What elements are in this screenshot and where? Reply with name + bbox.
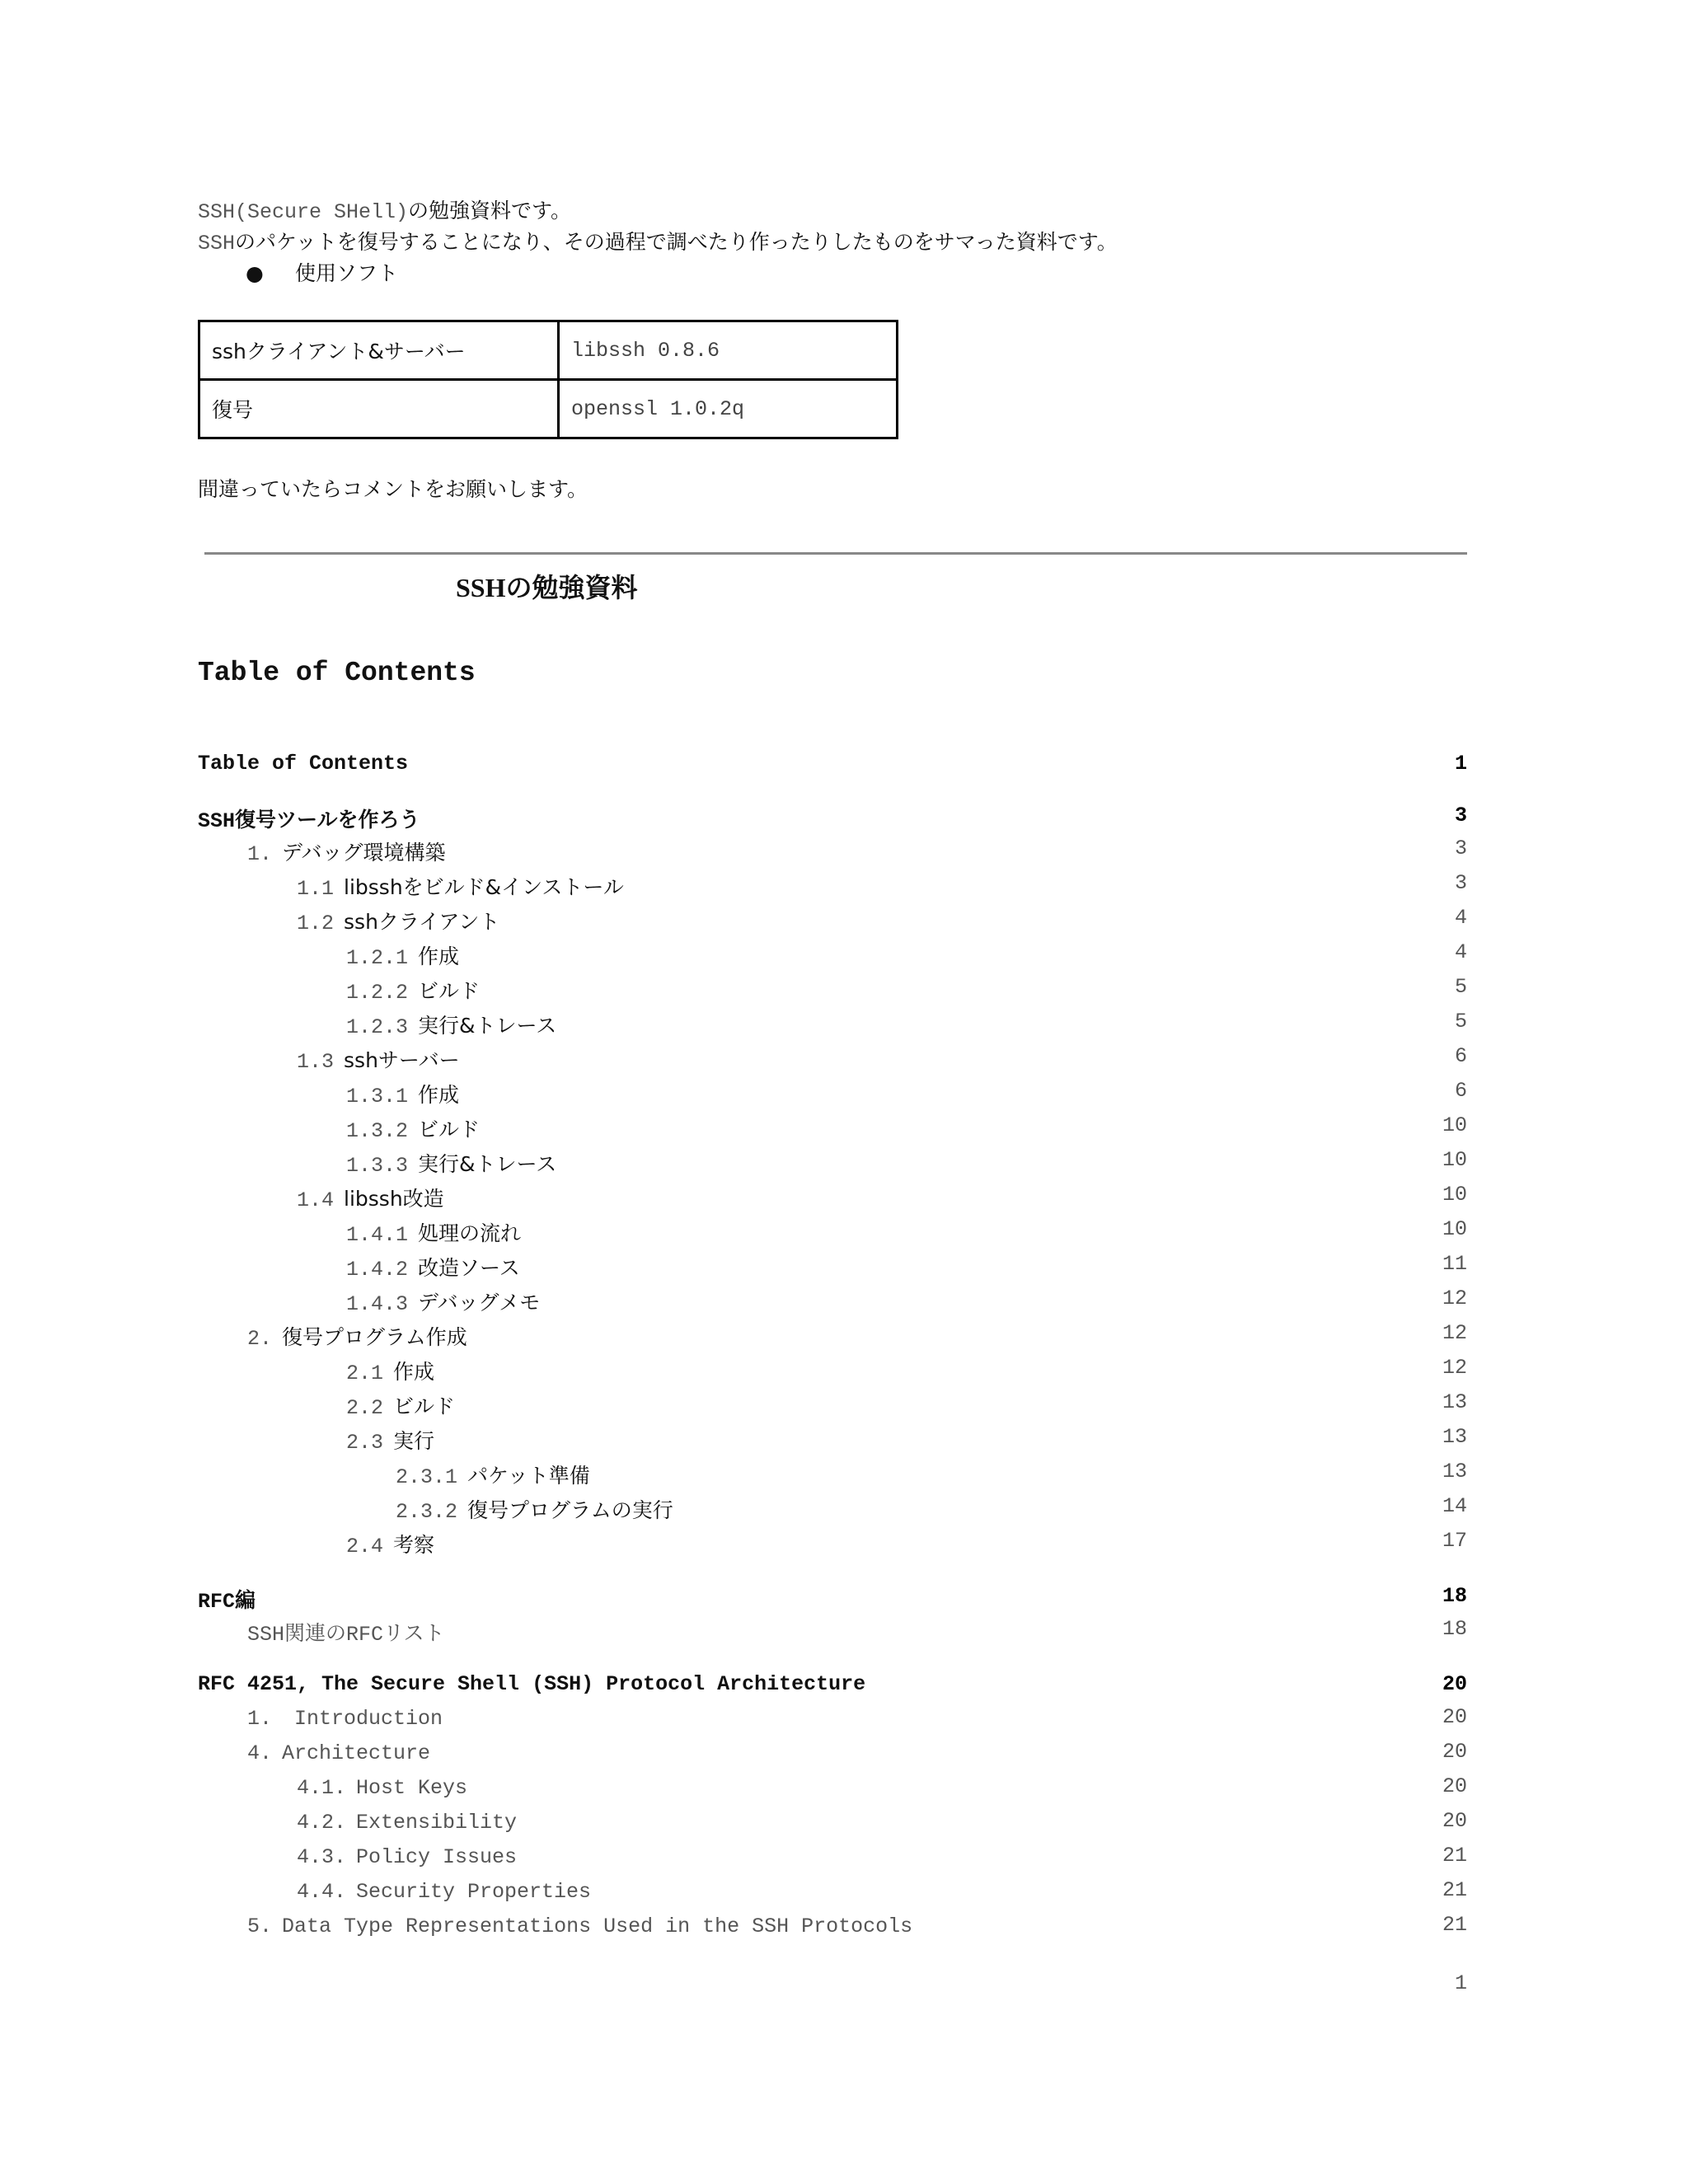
toc-entry-text: デバッグメモ <box>418 1291 541 1315</box>
toc-entry-text: Data Type Representations Used in the SSH Protocols <box>282 1915 913 1938</box>
toc-entry-page: 12 <box>1442 1321 1467 1345</box>
toc-entry-label <box>297 871 624 901</box>
intro-line-2-mono: SSH <box>198 232 236 255</box>
toc-entry-page: 21 <box>1442 1844 1467 1868</box>
toc-entry-label <box>346 1286 540 1316</box>
toc-entry-number: 1.2.3 <box>346 1015 409 1039</box>
toc-entry[interactable] <box>198 1390 1467 1425</box>
software-table <box>198 320 898 439</box>
toc-entry-text: 復号プログラム作成 <box>282 1325 467 1349</box>
toc-entry-page: 18 <box>1442 1584 1467 1608</box>
toc-entry-label <box>346 1390 455 1420</box>
toc-entry-page: 20 <box>1442 1672 1467 1696</box>
toc-entry-page: 13 <box>1442 1460 1467 1483</box>
toc-entry-text: Introduction <box>282 1707 443 1731</box>
toc-entry-number: 4. <box>247 1741 273 1765</box>
toc-entry-text: SSH関連のRFCリスト <box>247 1623 445 1647</box>
bullet-text: 使用ソフト <box>295 261 399 285</box>
toc-entry-text: 作成 <box>393 1360 435 1384</box>
toc-entry-label <box>247 1705 443 1731</box>
toc-entry-text: 改造ソース <box>418 1256 520 1280</box>
toc-entry[interactable] <box>198 1010 1467 1044</box>
toc-entry-page: 17 <box>1442 1529 1467 1553</box>
toc-entry-number: 4.1. <box>297 1776 347 1800</box>
toc-entry-label <box>346 1079 459 1108</box>
toc-entry-label <box>297 1878 591 1904</box>
toc-entry-page: 10 <box>1442 1113 1467 1137</box>
intro-block <box>198 196 1533 288</box>
toc-entry[interactable] <box>198 975 1467 1010</box>
toc-entry-label <box>297 1183 444 1212</box>
toc-entry-label <box>198 1672 865 1696</box>
toc-entry-page: 14 <box>1442 1494 1467 1518</box>
toc-entry-page: 18 <box>1442 1617 1467 1641</box>
toc-entry-label <box>198 752 408 776</box>
comment-note: 間違っていたらコメントをお願いします。 <box>198 477 588 501</box>
toc-entry-number: 1.2.1 <box>346 946 409 970</box>
toc-entry-label <box>247 1740 430 1765</box>
toc-entry-label <box>346 1252 520 1282</box>
page-number: 1 <box>1454 1971 1467 1995</box>
toc-entry-page: 11 <box>1442 1252 1467 1276</box>
toc-entry-label <box>346 1425 434 1455</box>
toc-entry[interactable] <box>198 906 1467 940</box>
toc-entry-page: 12 <box>1442 1286 1467 1310</box>
toc-entry-number: 2.3.2 <box>396 1500 458 1524</box>
toc-entry[interactable] <box>198 1321 1467 1356</box>
toc-entry-number: 1.1 <box>297 877 335 901</box>
toc-entry-label <box>247 1617 445 1647</box>
toc-entry[interactable] <box>198 1844 1467 1878</box>
toc-entry-page: 3 <box>1454 871 1467 895</box>
toc-entry-text: 実行&トレース <box>418 1014 557 1038</box>
toc-entry[interactable] <box>198 804 1467 838</box>
toc-entry-text: ビルド <box>418 1118 481 1141</box>
toc-entry[interactable] <box>198 1356 1467 1390</box>
document-title-text: の勉強資料 <box>505 572 638 603</box>
toc-entry[interactable] <box>198 1286 1467 1321</box>
toc-entry-text: SSH復号ツールを作ろう <box>198 809 420 833</box>
toc-entry-number: 2.1 <box>346 1361 384 1385</box>
toc-entry-number: 1. <box>247 1707 273 1731</box>
toc-entry-page: 1 <box>1454 752 1467 776</box>
toc-entry-label <box>346 1529 434 1558</box>
toc-entry-text: RFC 4251, The Secure Shell (SSH) Protocol Architecture <box>198 1672 866 1696</box>
table-row <box>199 380 898 438</box>
toc-entry-number: 1.4.1 <box>346 1223 409 1247</box>
toc-entry-page: 21 <box>1442 1913 1467 1937</box>
toc-entry[interactable] <box>198 1183 1467 1217</box>
toc-entry-number: 2.4 <box>346 1535 384 1558</box>
toc-entry-label <box>346 1113 480 1143</box>
toc-entry[interactable] <box>198 1252 1467 1286</box>
toc-entry-text: 処理の流れ <box>418 1221 522 1245</box>
toc-entry-number: 1.2 <box>297 912 335 935</box>
toc-entry-number: 2.3 <box>346 1431 384 1455</box>
toc-entry-label <box>346 1217 521 1247</box>
toc-entry-label <box>297 906 499 935</box>
toc-entry[interactable] <box>198 1460 1467 1494</box>
toc-entry-text: パケット準備 <box>467 1464 590 1488</box>
toc-entry-text: sshサーバー <box>344 1048 460 1072</box>
intro-line-1 <box>198 196 1533 227</box>
toc-entry[interactable] <box>198 1740 1467 1774</box>
toc-entry-page: 3 <box>1454 837 1467 860</box>
toc-entry-text: Security Properties <box>356 1880 592 1904</box>
toc-entry-number: 1. <box>247 842 273 866</box>
toc-entry-label <box>346 975 480 1005</box>
toc-entry[interactable] <box>198 1494 1467 1529</box>
horizontal-rule <box>204 552 1467 555</box>
toc-entry-page: 20 <box>1442 1809 1467 1833</box>
toc-entry-page: 13 <box>1442 1425 1467 1449</box>
toc-entry-text: Architecture <box>282 1741 431 1765</box>
toc-entry-text: Extensibility <box>356 1811 518 1835</box>
toc-entry-label <box>297 1809 517 1835</box>
toc-entry-page: 13 <box>1442 1390 1467 1414</box>
toc-entry-label <box>297 1844 517 1869</box>
toc-entry-page: 12 <box>1442 1356 1467 1380</box>
toc-entry-number: 1.3 <box>297 1050 335 1074</box>
toc-entry[interactable] <box>198 837 1467 871</box>
toc-entry-page: 6 <box>1454 1079 1467 1103</box>
toc-entry-number: 4.4. <box>297 1880 347 1904</box>
toc-entry-label <box>396 1460 590 1489</box>
toc-entry-text: ビルド <box>418 979 481 1003</box>
toc-entry-text: デバッグ環境構築 <box>282 841 446 865</box>
document-title <box>456 567 638 605</box>
intro-line-2-text: のパケットを復号することになり、その過程で調べたり作ったりしたものをサマった資料です。 <box>235 230 1118 254</box>
toc-entry-number: 2. <box>247 1327 273 1351</box>
toc-entry-number: 1.4.3 <box>346 1292 409 1316</box>
toc-entry-page: 3 <box>1454 804 1467 827</box>
intro-line-2 <box>198 227 1533 259</box>
toc-entry-page: 20 <box>1442 1740 1467 1764</box>
document-title-prefix: SSH <box>456 573 506 602</box>
toc-heading: Table of Contents <box>198 658 476 688</box>
toc-entry[interactable] <box>198 1425 1467 1460</box>
toc-entry-page: 4 <box>1454 906 1467 930</box>
table-row <box>199 321 898 380</box>
toc-entry[interactable] <box>198 940 1467 975</box>
bullet-item <box>198 259 1533 288</box>
toc-entry-label <box>247 837 446 866</box>
toc-entry-number: 1.4 <box>297 1188 335 1212</box>
toc-entry-text: 作成 <box>418 944 460 968</box>
toc-entry[interactable] <box>198 1878 1467 1913</box>
toc-entry-page: 10 <box>1442 1148 1467 1172</box>
toc-entry-page: 21 <box>1442 1878 1467 1902</box>
toc-entry-number: 5. <box>247 1915 273 1938</box>
toc-entry-label <box>346 1010 556 1039</box>
toc-entry-label <box>247 1321 467 1351</box>
toc-entry-text: sshクライアント <box>344 910 500 934</box>
toc-entry-page: 10 <box>1442 1183 1467 1207</box>
toc-entry-number: 1.3.1 <box>346 1085 409 1108</box>
toc-entry-page: 5 <box>1454 1010 1467 1033</box>
toc-entry-number: 4.3. <box>297 1845 347 1869</box>
toc-entry[interactable] <box>198 1217 1467 1252</box>
toc-entry[interactable] <box>198 1079 1467 1113</box>
toc-entry-text: 作成 <box>418 1083 460 1107</box>
toc-entry-text: Policy Issues <box>356 1845 518 1869</box>
toc-entry-label <box>396 1494 673 1524</box>
intro-line-1-text: の勉強資料です。 <box>408 199 572 223</box>
toc-entry-number: 1.3.2 <box>346 1119 409 1143</box>
toc-entry-label <box>346 1356 434 1385</box>
toc-entry[interactable] <box>198 1705 1467 1740</box>
bullet-icon: ● <box>246 261 264 285</box>
toc-entry-number: 1.2.2 <box>346 981 409 1005</box>
toc-entry-label <box>198 1584 256 1614</box>
toc-entry-text: 考察 <box>393 1533 435 1557</box>
table-cell-key: 復号 <box>199 380 559 438</box>
intro-line-1-mono: SSH(Secure SHell) <box>198 200 409 224</box>
toc-entry-page: 4 <box>1454 940 1467 964</box>
toc-entry-number: 2.2 <box>346 1396 384 1420</box>
toc-entry-page: 10 <box>1442 1217 1467 1241</box>
toc-entry-text: Host Keys <box>356 1776 468 1800</box>
toc-entry[interactable] <box>198 1148 1467 1183</box>
toc-entry-number: 2.3.1 <box>396 1465 458 1489</box>
toc-entry[interactable] <box>198 1672 1467 1707</box>
toc-entry-number: 1.3.3 <box>346 1154 409 1178</box>
toc-entry-text: ビルド <box>393 1394 456 1418</box>
table-cell-value: openssl 1.0.2q <box>559 380 898 438</box>
toc-entry[interactable] <box>198 752 1467 786</box>
toc-entry-page: 20 <box>1442 1774 1467 1798</box>
toc-entry-label <box>297 1044 460 1074</box>
toc-entry[interactable] <box>198 1774 1467 1809</box>
toc-entry-label <box>198 804 420 833</box>
toc-entry-label <box>247 1913 912 1938</box>
toc-entry-page: 5 <box>1454 975 1467 999</box>
toc-entry-label <box>346 940 459 970</box>
toc-entry-number: 4.2. <box>297 1811 347 1835</box>
toc-entry-text: libsshをビルド&インストール <box>344 875 624 899</box>
toc-entry[interactable] <box>198 1584 1467 1619</box>
toc-entry-page: 6 <box>1454 1044 1467 1068</box>
toc-entry[interactable] <box>198 1617 1467 1652</box>
toc-entry-label <box>346 1148 556 1178</box>
toc-entry-number: 1.4.2 <box>346 1258 409 1282</box>
toc-entry[interactable] <box>198 1044 1467 1079</box>
toc-entry-text: Table of Contents <box>198 752 409 776</box>
toc-entry-text: libssh改造 <box>344 1187 444 1211</box>
toc-entry[interactable] <box>198 1913 1467 1947</box>
toc-entry-text: 実行&トレース <box>418 1152 557 1176</box>
toc-entry[interactable] <box>198 1529 1467 1563</box>
toc-entry-page: 20 <box>1442 1705 1467 1729</box>
toc-entry-text: RFC編 <box>198 1590 256 1614</box>
toc-entry[interactable] <box>198 1809 1467 1844</box>
toc-entry[interactable] <box>198 1113 1467 1148</box>
table-cell-value: libssh 0.8.6 <box>559 321 898 380</box>
toc-entry-label <box>297 1774 467 1800</box>
table-cell-key: sshクライアント&サーバー <box>199 321 559 380</box>
toc-entry-text: 復号プログラムの実行 <box>467 1498 673 1522</box>
toc-entry[interactable] <box>198 871 1467 906</box>
toc-entry-text: 実行 <box>393 1429 435 1453</box>
